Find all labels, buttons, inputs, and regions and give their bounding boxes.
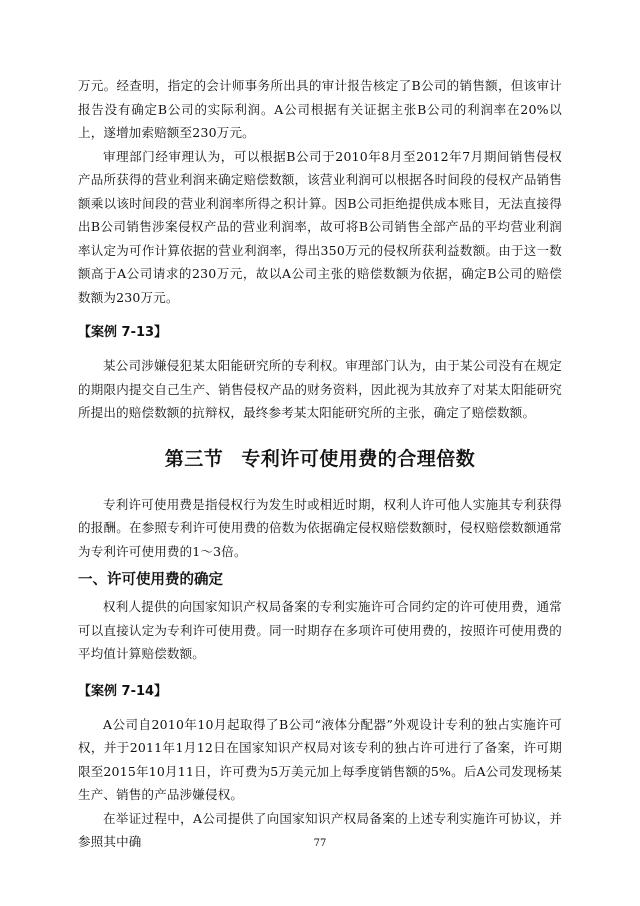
paragraph-license-fee-definition: 专利许可使用费是指侵权行为发生时或相近时期，权利人许可他人实施其专利获得的报酬。在参照专利许可使用费的倍数为依据确定侵权赔偿数额时，侵权赔偿数额通常为专利许可使用费的1～3倍。 xyxy=(78,496,562,559)
paragraph-evidence: 在举证过程中，A公司提供了向国家知识产权局备案的上述专利实施许可协议，并参照其中确 xyxy=(78,810,562,849)
section-heading xyxy=(78,445,562,473)
spacer xyxy=(78,666,562,680)
paragraph-license-fee-determination: 权利人提供的向国家知识产权局备案的专利实施许可合同约定的许可使用费，通常可以直接认定为专利许可使用费。同一时期存在多项许可使用费的，按照许可使用费的平均值计算赔偿数额。 xyxy=(78,599,562,661)
section-title: 专利许可使用费的合理倍数 xyxy=(241,447,476,470)
document-page xyxy=(78,74,562,854)
page-number: 77 xyxy=(313,838,327,849)
paragraph-case-7-13: 某公司涉嫌侵犯某太阳能研究所的专利权。审理部门认为，由于某公司没有在规定的期限内提交自己生产、销售侵权产品的财务资料，因此视为其放弃了对某太阳能研究所提出的赔偿数额的抗辩权，最终参考某太阳能研究所的主张，确定了赔偿数额。 xyxy=(78,358,562,420)
spacer xyxy=(78,703,562,713)
paragraph-continuation: 万元。经查明，指定的会计师事务所出具的审计报告核定了B公司的销售额，但该审计报告没有确定B公司的实际利润。A公司根据有关证据主张B公司的利润率在20%以上，遂增加索赔额至230万元。 xyxy=(78,78,562,140)
spacer xyxy=(78,309,562,321)
case-label-7-14: 【案例 7-14】 xyxy=(78,683,168,699)
case-label-7-13: 【案例 7-13】 xyxy=(78,325,168,340)
paragraph-review-finding: 审理部门经审理认为，可以根据B公司于2010年8月至2012年7月期间销售侵权产品所获得的营业利润来确定赔偿数额，该营业利润可以根据各时间段的侵权产品销售额乘以该时间段的营业利润率所得之积计算。因B公司拒绝提供成本账目，无法直接得出B公司销售涉案侵权产品的营业利润率，故可将B公司销售全部产品的平均营业利润率认定为可作计算依据的营业利润率，得出350万元的侵权所获利益数额。由于这一数额高于A公司请求的230万元，故以A公司主张的赔偿数额为依据，确定B公司的赔偿数额为230万元。 xyxy=(78,148,562,305)
paragraph-case-7-14: A公司自2010年10月起取得了B公司“液体分配器”外观设计专利的独占实施许可权，并于2011年1月12日在国家知识产权局对该专利的独占许可进行了备案，许可期限至2015年10月11日，许可费为5万美元加上每季度销售额的5%。后A公司发现杨某生产、销售的产品涉嫌侵权。 xyxy=(78,716,562,802)
spacer xyxy=(78,344,562,354)
section-number: 第三节 xyxy=(164,447,224,470)
subsection-heading: 一、许可使用费的确定 xyxy=(78,572,223,588)
